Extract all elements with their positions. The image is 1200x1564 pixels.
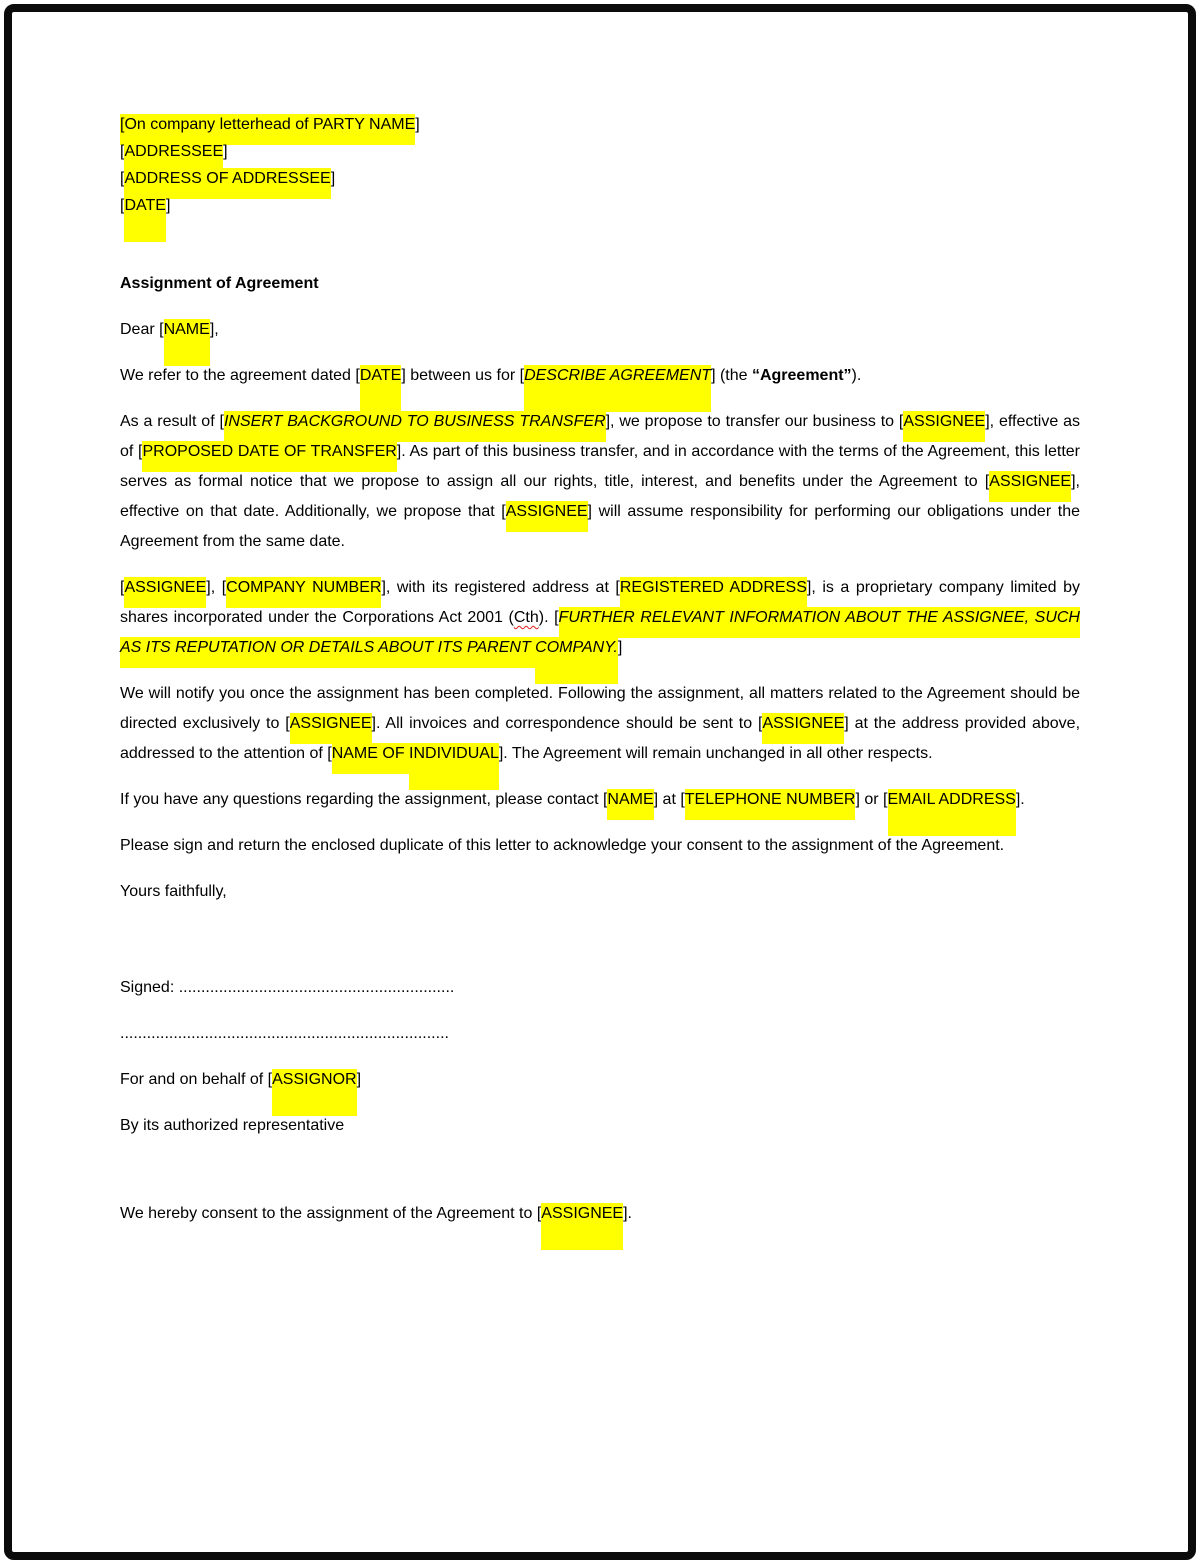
authorized-representative-line — [120, 1111, 1080, 1141]
subject-heading — [120, 269, 1080, 299]
text-run: ] at [ — [653, 791, 685, 808]
reference-paragraph — [120, 361, 1080, 391]
placeholder-name-of-individual: NAME OF — [332, 743, 409, 774]
notification-paragraph — [120, 679, 1080, 769]
letter-body — [13, 13, 1187, 1229]
placeholder-name: NAME — [164, 319, 210, 366]
placeholder-party-name: [On company letterhead of PARTY NAME — [120, 114, 415, 145]
placeholder-name: NAME — [607, 789, 653, 820]
text-run: ] — [165, 197, 171, 214]
text-run: ). [ — [538, 609, 559, 626]
placeholder-company-number: COMPANY NUMBER — [226, 577, 381, 608]
text-run: If you have any questions regarding the assignment, please contact [ — [120, 791, 608, 808]
text-run: We will notify you once the assignment has been completed. Following the assignment, all matters related to the Agreement should be directed exclusively to [ — [120, 685, 1080, 732]
placeholder-date: DATE — [360, 365, 401, 412]
addressee-address-line — [120, 165, 1080, 192]
text-run: ] at the address provided above, addressed to the attention of [ — [120, 715, 1081, 762]
text-run: ). — [851, 367, 862, 384]
closing — [120, 877, 1080, 907]
placeholder-assignee: ASSIGNEE — [290, 713, 372, 744]
text-run: [ — [120, 579, 125, 596]
text-run: ]. All invoices and correspondence should be sent to [ — [371, 715, 763, 732]
text-run: Yours faithfully, — [120, 883, 227, 900]
sign-and-return-paragraph — [120, 831, 1080, 861]
defined-term-agreement: “Agreement” — [751, 367, 852, 384]
text-run: We hereby consent to the assignment of the Agreement to [ — [120, 1205, 542, 1222]
text-run: ] or [ — [855, 791, 888, 808]
placeholder-further-information: COMPANY. — [535, 637, 618, 684]
text-run: ] between us for [ — [401, 367, 525, 384]
text-run: We refer to the agreement dated [ — [120, 367, 360, 384]
text-run: [ — [120, 197, 125, 214]
placeholder-background-to-transfer: INSERT BACKGROUND TO BUSINESS TRANSFER — [224, 411, 606, 442]
text-run: ]. The Agreement will remain unchanged in all other respects. — [498, 745, 933, 762]
placeholder-assignee: ASSIGNEE — [541, 1203, 623, 1250]
consent-line — [120, 1199, 1080, 1229]
text-run: ], is a proprietary company limited by shares incorporated under the Corporations Act 2001 ( — [120, 579, 1081, 626]
text-run: ], with its registered address at [ — [381, 579, 620, 596]
text-run: ]. — [623, 1205, 632, 1222]
signed-line — [120, 973, 1080, 1003]
signature-dotted-line: .......................................................................... — [120, 1025, 449, 1042]
contact-paragraph — [120, 785, 1080, 815]
signature-dotted-line: .............................................................. — [178, 979, 455, 996]
text-run: As a result of [ — [120, 413, 224, 430]
text-run: Signed: — [120, 979, 179, 996]
placeholder-describe-agreement: DESCRIBE AGREEMENT — [524, 365, 711, 412]
assignee-details-paragraph — [120, 573, 1080, 663]
text-run: ], we propose to transfer our business to [ — [605, 413, 904, 430]
placeholder-proposed-date-of-transfer: PROPOSED DATE OF TRANSFER — [142, 441, 396, 472]
placeholder-further-information: FURTHER RELEVANT INFORMATION ABOUT THE ASSIGNEE, SUCH AS ITS REPUTATION OR DETAILS ABOUT ITS PARENT — [120, 607, 1080, 668]
signature-dots-line — [120, 1019, 1080, 1049]
text-run: ] — [330, 170, 336, 187]
on-behalf-line — [120, 1065, 1080, 1095]
placeholder-name-of-individual: INDIVIDUAL — [409, 743, 499, 790]
text-run: [ — [120, 170, 125, 187]
spellcheck-word-cth: Cth — [513, 609, 539, 626]
salutation — [120, 315, 1080, 345]
text-run: ]. As part of this business transfer, and in accordance with the terms of the Agreement, this letter serves as formal notice that we propose to assign all our rights, title, interest, and benefits under the Agreement to [ — [120, 443, 1081, 490]
placeholder-registered-address: REGISTERED ADDRESS — [620, 577, 807, 608]
text-run: [ — [120, 143, 125, 160]
text-run: ] — [415, 116, 420, 133]
text-run: For and on behalf of [ — [120, 1071, 273, 1088]
text-run: Dear [ — [120, 321, 164, 338]
text-run: ], — [209, 321, 219, 338]
placeholder-assignee: ASSIGNEE — [506, 501, 588, 532]
placeholder-assignee: ASSIGNEE — [762, 713, 844, 744]
placeholder-date: DATE — [124, 195, 165, 242]
letterhead-line — [120, 111, 1080, 138]
text-run: ], effective on that date. Additionally, we propose that [ — [120, 473, 1080, 520]
text-run: ]. — [1015, 791, 1025, 808]
placeholder-address-of-addressee: ADDRESS OF ADDRESSEE — [124, 168, 330, 199]
text-run: ] — [356, 1071, 362, 1088]
text-run: By its authorized representative — [120, 1117, 345, 1134]
text-run: ] — [617, 639, 623, 656]
transfer-proposal-paragraph — [120, 407, 1080, 557]
text-run: ], effective as of [ — [120, 413, 1081, 460]
placeholder-addressee: ADDRESSEE — [124, 141, 223, 172]
text-run: ], [ — [206, 579, 227, 596]
placeholder-email-address: EMAIL ADDRESS — [888, 789, 1016, 836]
text-run: ] (the — [711, 367, 752, 384]
text-run: ] will assume responsibility for performing our obligations under the Agreement from the same date. — [120, 503, 1080, 550]
placeholder-assignor: ASSIGNOR — [272, 1069, 356, 1116]
placeholder-assignee: ASSIGNEE — [989, 471, 1071, 502]
placeholder-assignee: ASSIGNEE — [124, 577, 206, 608]
text-run: ] — [223, 143, 228, 160]
subject-heading-text: Assignment of Agreement — [120, 275, 319, 292]
placeholder-telephone-number: TELEPHONE NUMBER — [685, 789, 856, 820]
text-run: Please sign and return the enclosed duplicate of this letter to acknowledge your consent to the assignment of the Agreement. — [120, 837, 1005, 854]
placeholder-assignee: ASSIGNEE — [903, 411, 985, 442]
